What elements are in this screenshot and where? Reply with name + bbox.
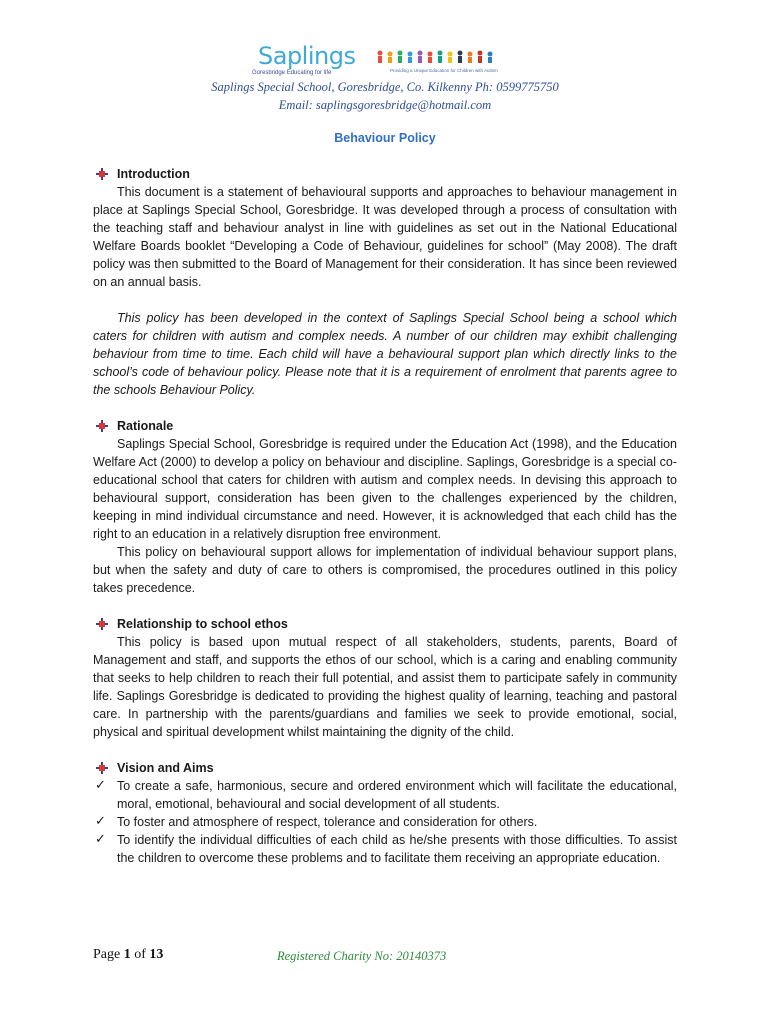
figure-row bbox=[378, 51, 493, 64]
saplings-logo bbox=[252, 42, 356, 82]
section-heading-introduction bbox=[93, 165, 677, 183]
checkmark-icon: ✓ bbox=[95, 814, 106, 829]
section-heading-text: Introduction bbox=[117, 167, 190, 181]
school-email-line: Email: saplingsgoresbridge@hotmail.com bbox=[278, 98, 492, 112]
figures-tagline: Providing a Unique Education for Children with Autism bbox=[390, 68, 498, 73]
pushpin-bullet-icon bbox=[95, 168, 109, 180]
paragraph: This policy is based upon mutual respect of all stakeholders, students, parents, Board of Management and staff, and supports the ethos of our school, which is a caring and enabling community that seeks to help children to reach their full potential, and assist them to participate safely in community life. Saplings Goresbridge is dedicated to providing the highest quality of learning, teaching and pastoral care. In partnership with the parents/guardians and families we seek to provide emotional, social, physical and spiritual development whilst maintaining the dignity of the child. bbox=[93, 635, 677, 739]
logo-tagline-right: Educating for life bbox=[286, 70, 332, 76]
page-prefix: Page bbox=[93, 947, 124, 962]
section-heading-vision bbox=[93, 759, 677, 777]
section-heading-rationale bbox=[93, 417, 677, 435]
page-of: of bbox=[130, 947, 150, 962]
children-figures-logo bbox=[375, 48, 495, 78]
section-heading-text: Rationale bbox=[117, 419, 174, 433]
registered-charity-number: Registered Charity No: 20140373 bbox=[277, 949, 447, 963]
list-item-text: To identify the individual difficulties of each child as he/she presents with those difficulties. To assist the children to overcome these problems and to facilitate them receiving an appropriate education. bbox=[117, 833, 677, 865]
letterhead bbox=[0, 36, 770, 116]
section-heading-text: Vision and Aims bbox=[117, 761, 214, 775]
paragraph: Saplings Special School, Goresbridge is required under the Education Act (1998), and the Education Welfare Act (2000) to develop a policy on behaviour and discipline. Saplings, Goresbridge is a special co-educational school that caters for children with autism and complex needs. In devising this approach to behavioural support, consideration has been given to the challenges experienced by the children, keeping in mind individual circumstance and need. However, it is acknowledged that each child has the right to an education in a relatively disruption free environment. bbox=[93, 437, 677, 541]
list-item bbox=[95, 831, 677, 867]
section-heading-ethos bbox=[93, 615, 677, 633]
document-body bbox=[93, 165, 677, 867]
aims-list bbox=[93, 777, 677, 867]
logo-tagline-left: Goresbridge bbox=[252, 70, 286, 76]
list-item bbox=[95, 777, 677, 813]
page-number bbox=[93, 947, 163, 963]
school-address-line: Saplings Special School, Goresbridge, Co. Kilkenny Ph: 0599775750 bbox=[211, 80, 559, 94]
page-current: 1 bbox=[123, 947, 131, 962]
pushpin-bullet-icon bbox=[95, 762, 109, 774]
logo-wordmark: Saplings bbox=[258, 42, 356, 70]
pushpin-bullet-icon bbox=[95, 618, 109, 630]
paragraph: This policy on behavioural support allows for implementation of individual behaviour support plans, but when the safety and duty of care to others is compromised, the procedures outlined in this policy takes precedence. bbox=[93, 545, 677, 595]
list-item bbox=[95, 813, 677, 831]
page-total: 13 bbox=[149, 947, 164, 962]
paragraph: This document is a statement of behavioural supports and approaches to behaviour management in place at Saplings Special School, Goresbridge. It was developed through a process of consultation with the teaching staff and behaviour analyst in line with guidelines as set out in the National Educational Welfare Boards booklet “Developing a Code of Behaviour, guidelines for school” (May 2008). The draft policy was then submitted to the Board of Management for their consideration. It has since been reviewed on an annual basis. bbox=[93, 185, 677, 289]
checkmark-icon: ✓ bbox=[95, 832, 106, 847]
logo-tagline bbox=[252, 70, 331, 76]
document-title: Behaviour Policy bbox=[334, 131, 436, 145]
list-item-text: To create a safe, harmonious, secure and ordered environment which will facilitate the educational, moral, emotional, behavioural and social development of all students. bbox=[117, 779, 677, 811]
section-heading-text: Relationship to school ethos bbox=[117, 617, 288, 631]
checkmark-icon: ✓ bbox=[95, 778, 106, 793]
paragraph-italic: This policy has been developed in the context of Saplings Special School being a school which caters for children with autism and complex needs. A number of our children may exhibit challenging behaviour from time to time. Each child will have a behavioural support plan which directly links to the school’s code of behaviour policy. Please note that it is a requirement of enrolment that parents agree to the schools Behaviour Policy. bbox=[93, 311, 677, 397]
list-item-text: To foster and atmosphere of respect, tolerance and consideration for others. bbox=[117, 815, 538, 829]
pushpin-bullet-icon bbox=[95, 420, 109, 432]
